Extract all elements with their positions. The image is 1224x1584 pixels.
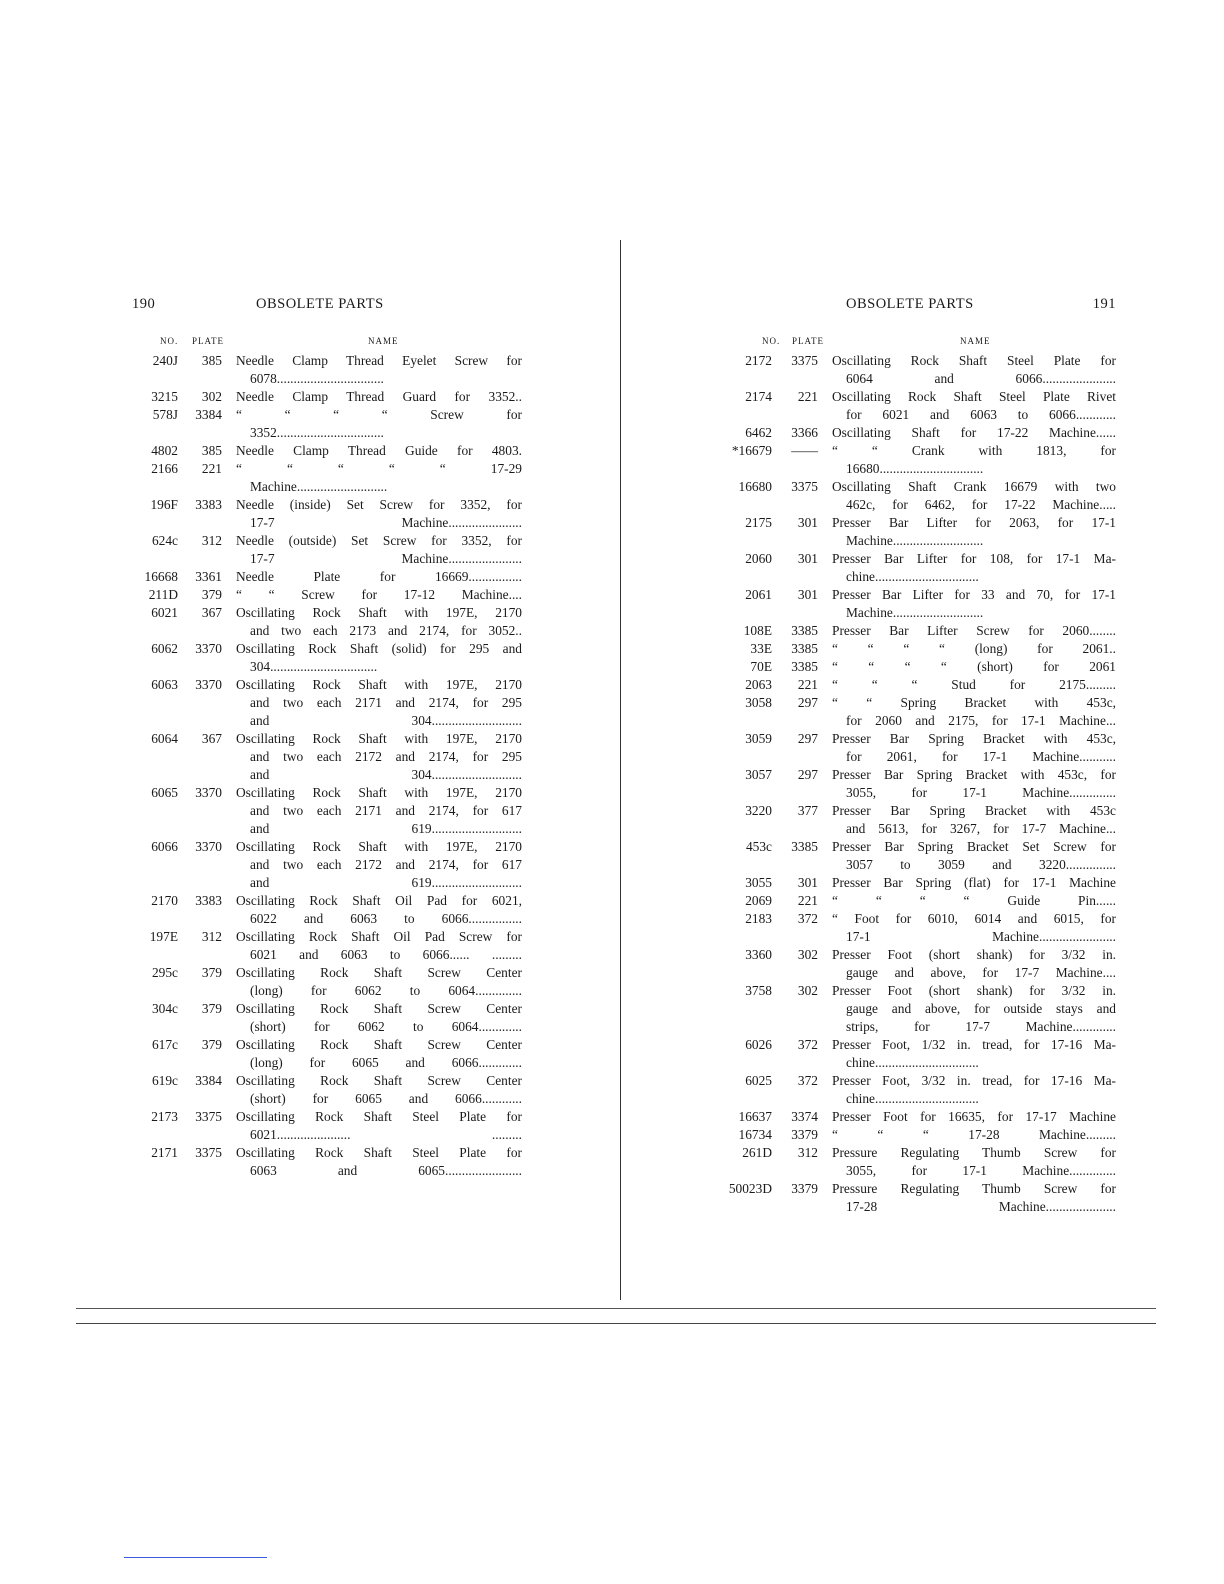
part-entry	[728, 352, 1116, 388]
part-entry	[132, 964, 522, 1000]
part-number: 108E	[743, 623, 772, 638]
part-number: 624c	[151, 533, 178, 548]
part-name: Presser Foot for 16635, for 17-17 Machine	[832, 1109, 1116, 1124]
plate-number: 372	[797, 1073, 818, 1088]
part-number: 2172	[745, 353, 772, 368]
part-entry	[132, 1108, 522, 1144]
part-entry	[132, 442, 522, 460]
left-page-number: 190	[132, 296, 156, 312]
part-entry	[728, 442, 1116, 478]
part-entry	[728, 514, 1116, 550]
plate-number: 297	[797, 731, 818, 746]
part-entry	[728, 1180, 1116, 1216]
part-number: 295c	[151, 965, 178, 980]
plate-number: 301	[797, 587, 818, 602]
right-running-head	[728, 296, 1116, 320]
part-number: 2174	[745, 389, 772, 404]
part-entry	[132, 460, 522, 496]
part-number: 3058	[745, 695, 772, 710]
part-number: 3057	[745, 767, 772, 782]
right-col-name: NAME	[960, 336, 991, 346]
part-number: 33E	[750, 641, 772, 656]
part-name: Oscillating Rock Shaft with 197E, 2170 and two each 2172 and 2174, for 617 and 619...........................	[236, 839, 522, 890]
left-column-headers	[132, 336, 522, 352]
part-name: Oscillating Rock Shaft Screw Center (short) for 6062 to 6064.............	[236, 1001, 522, 1034]
part-name: Presser Foot, 3/32 in. tread, for 17-16 Ma- chine...............................	[832, 1073, 1116, 1106]
part-name: Pressure Regulating Thumb Screw for 17-28 Machine.....................	[832, 1181, 1116, 1214]
part-entry	[132, 640, 522, 676]
part-name: Presser Bar Spring Bracket with 453c, for 3055, for 17-1 Machine..............	[832, 767, 1116, 800]
plate-number: 3374	[791, 1109, 818, 1124]
part-number: 16734	[738, 1127, 772, 1142]
plate-number: 221	[201, 461, 222, 476]
footer-rule-lower	[76, 1323, 1156, 1324]
part-entry	[728, 1144, 1116, 1180]
plate-number: 372	[797, 911, 818, 926]
page-gutter-line	[620, 240, 621, 1300]
part-name: Needle Clamp Thread Guard for 3352..	[236, 389, 522, 404]
plate-number: 379	[201, 1001, 222, 1016]
part-name: Needle (inside) Set Screw for 3352, for 17-7 Machine......................	[236, 497, 522, 530]
part-name: Oscillating Rock Shaft Oil Pad for 6021, 6022 and 6063 to 6066................	[236, 893, 522, 926]
part-entry	[728, 424, 1116, 442]
part-number: 16668	[144, 569, 178, 584]
part-number: 196F	[150, 497, 178, 512]
plate-number: 379	[201, 965, 222, 980]
part-name: Presser Bar Spring (flat) for 17-1 Machine	[832, 875, 1116, 890]
left-parts-list	[132, 352, 522, 1180]
part-entry	[728, 1036, 1116, 1072]
plate-number: 379	[201, 1037, 222, 1052]
part-number: 453c	[745, 839, 772, 854]
plate-number: 3370	[195, 677, 222, 692]
part-number: 619c	[151, 1073, 178, 1088]
part-entry	[728, 478, 1116, 514]
part-name: “ “ “ 17-28 Machine.........	[832, 1127, 1116, 1142]
right-page-number: 191	[1092, 296, 1116, 312]
part-name: Presser Foot (short shank) for 3/32 in. gauge and above, for 17-7 Machine....	[832, 947, 1116, 980]
part-entry	[132, 838, 522, 892]
part-number: 240J	[152, 353, 178, 368]
part-entry	[132, 352, 522, 388]
right-page-title: OBSOLETE PARTS	[846, 296, 974, 312]
part-number: 304c	[151, 1001, 178, 1016]
part-number: 2061	[745, 587, 772, 602]
plate-number: 3370	[195, 785, 222, 800]
plate-number: 3366	[791, 425, 818, 440]
part-entry	[728, 676, 1116, 694]
left-page-title: OBSOLETE PARTS	[256, 296, 384, 312]
right-page	[728, 296, 1116, 1216]
part-name: Oscillating Rock Shaft Steel Plate for 6064 and 6066......................	[832, 353, 1116, 386]
plate-number: 377	[797, 803, 818, 818]
left-col-no: NO.	[160, 336, 179, 346]
part-entry	[132, 928, 522, 964]
part-number: 3055	[745, 875, 772, 890]
part-name: Oscillating Rock Shaft Screw Center (short) for 6065 and 6066............	[236, 1073, 522, 1106]
part-number: 211D	[148, 587, 178, 602]
plate-number: 3370	[195, 839, 222, 854]
plate-number: 312	[797, 1145, 818, 1160]
part-number: 6021	[151, 605, 178, 620]
part-number: 6063	[151, 677, 178, 692]
plate-number: ——	[791, 443, 818, 458]
part-entry	[728, 1072, 1116, 1108]
part-entry	[728, 1126, 1116, 1144]
part-name: Needle Clamp Thread Guide for 4803.	[236, 443, 522, 458]
plate-number: 3375	[195, 1109, 222, 1124]
part-entry	[728, 1108, 1116, 1126]
right-column-headers	[728, 336, 1116, 352]
part-name: Oscillating Rock Shaft Oil Pad Screw for 6021 and 6063 to 6066...... .........	[236, 929, 522, 962]
plate-number: 221	[797, 893, 818, 908]
plate-number: 367	[201, 605, 222, 620]
blue-underline-mark	[124, 1557, 267, 1558]
part-number: 2170	[151, 893, 178, 908]
part-name: Needle Clamp Thread Eyelet Screw for 6078................................	[236, 353, 522, 386]
part-name: Presser Bar Lifter for 2063, for 17-1 Machine...........................	[832, 515, 1116, 548]
left-col-name: NAME	[368, 336, 399, 346]
right-col-plate: PLATE	[792, 336, 824, 346]
part-name: Oscillating Rock Shaft with 197E, 2170 and two each 2173 and 2174, for 3052..	[236, 605, 522, 638]
part-entry	[132, 496, 522, 532]
part-entry	[728, 388, 1116, 424]
part-number: 2166	[151, 461, 178, 476]
part-entry	[728, 730, 1116, 766]
part-name: Presser Bar Lifter for 33 and 70, for 17-1 Machine...........................	[832, 587, 1116, 620]
right-parts-list	[728, 352, 1116, 1216]
plate-number: 301	[797, 515, 818, 530]
part-number: 578J	[152, 407, 178, 422]
part-number: 2171	[151, 1145, 178, 1160]
part-entry	[132, 568, 522, 586]
part-entry	[132, 1036, 522, 1072]
plate-number: 301	[797, 551, 818, 566]
part-name: Presser Bar Spring Bracket Set Screw for 3057 to 3059 and 3220...............	[832, 839, 1116, 872]
part-number: 6064	[151, 731, 178, 746]
part-entry	[728, 892, 1116, 910]
plate-number: 385	[201, 443, 222, 458]
part-name: Presser Foot, 1/32 in. tread, for 17-16 Ma- chine...............................	[832, 1037, 1116, 1070]
part-name: “ Foot for 6010, 6014 and 6015, for 17-1 Machine.......................	[832, 911, 1116, 944]
part-number: 3220	[745, 803, 772, 818]
part-name: “ “ Crank with 1813, for 16680...............................	[832, 443, 1116, 476]
plate-number: 367	[201, 731, 222, 746]
plate-number: 3385	[791, 641, 818, 656]
part-name: “ “ “ “ Guide Pin......	[832, 893, 1116, 908]
part-name: Oscillating Rock Shaft Steel Plate for 6021...................... .........	[236, 1109, 522, 1142]
part-name: Oscillating Rock Shaft with 197E, 2170 and two each 2171 and 2174, for 617 and 619...........................	[236, 785, 522, 836]
part-number: 2173	[151, 1109, 178, 1124]
plate-number: 3385	[791, 839, 818, 854]
part-number: 3360	[745, 947, 772, 962]
part-entry	[728, 640, 1116, 658]
part-name: Pressure Regulating Thumb Screw for 3055, for 17-1 Machine..............	[832, 1145, 1116, 1178]
part-entry	[132, 676, 522, 730]
part-name: “ “ “ “ “ 17-29 Machine...........................	[236, 461, 522, 494]
part-name: Oscillating Rock Shaft with 197E, 2170 and two each 2172 and 2174, for 295 and 304...........................	[236, 731, 522, 782]
part-name: Oscillating Rock Shaft Steel Plate for 6063 and 6065.......................	[236, 1145, 522, 1178]
part-number: 3059	[745, 731, 772, 746]
part-number: 16637	[738, 1109, 772, 1124]
plate-number: 221	[797, 389, 818, 404]
part-number: 6065	[151, 785, 178, 800]
part-entry	[728, 982, 1116, 1036]
part-name: “ “ “ Stud for 2175.........	[832, 677, 1116, 692]
plate-number: 3379	[791, 1127, 818, 1142]
part-entry	[728, 694, 1116, 730]
part-name: Oscillating Rock Shaft (solid) for 295 and 304................................	[236, 641, 522, 674]
part-name: Presser Bar Lifter for 108, for 17-1 Ma- chine...............................	[832, 551, 1116, 584]
plate-number: 297	[797, 767, 818, 782]
part-name: Oscillating Rock Shaft Screw Center (long) for 6065 and 6066.............	[236, 1037, 522, 1070]
part-name: Presser Foot (short shank) for 3/32 in. gauge and above, for outside stays and strips, for 17-7 Machine.............	[832, 983, 1116, 1034]
part-number: *16679	[731, 443, 772, 458]
plate-number: 372	[797, 1037, 818, 1052]
part-number: 261D	[742, 1145, 772, 1160]
plate-number: 3375	[791, 479, 818, 494]
part-number: 2069	[745, 893, 772, 908]
part-name: Oscillating Shaft for 17-22 Machine......	[832, 425, 1116, 440]
part-entry	[728, 946, 1116, 982]
part-number: 617c	[151, 1037, 178, 1052]
part-entry	[132, 532, 522, 568]
part-name: Oscillating Shaft Crank 16679 with two 462c, for 6462, for 17-22 Machine.....	[832, 479, 1116, 512]
part-entry	[132, 1000, 522, 1036]
plate-number: 312	[201, 929, 222, 944]
part-entry	[132, 406, 522, 442]
part-number: 50023D	[728, 1181, 772, 1196]
part-number: 6066	[151, 839, 178, 854]
part-number: 197E	[149, 929, 178, 944]
part-name: “ “ “ “ Screw for 3352................................	[236, 407, 522, 440]
part-entry	[728, 622, 1116, 640]
plate-number: 221	[797, 677, 818, 692]
part-entry	[132, 730, 522, 784]
part-entry	[728, 766, 1116, 802]
plate-number: 3385	[791, 623, 818, 638]
part-name: “ “ Spring Bracket with 453c, for 2060 and 2175, for 17-1 Machine...	[832, 695, 1116, 728]
part-name: Needle (outside) Set Screw for 3352, for 17-7 Machine......................	[236, 533, 522, 566]
plate-number: 297	[797, 695, 818, 710]
plate-number: 3385	[791, 659, 818, 674]
part-name: Oscillating Rock Shaft with 197E, 2170 and two each 2171 and 2174, for 295 and 304...........................	[236, 677, 522, 728]
part-number: 6026	[745, 1037, 772, 1052]
part-entry	[728, 658, 1116, 676]
right-col-no: NO.	[762, 336, 781, 346]
part-entry	[728, 802, 1116, 838]
plate-number: 302	[797, 947, 818, 962]
part-number: 2175	[745, 515, 772, 530]
part-entry	[728, 910, 1116, 946]
part-entry	[132, 586, 522, 604]
part-entry	[132, 388, 522, 406]
plate-number: 3383	[195, 893, 222, 908]
part-name: “ “ “ “ (short) for 2061	[832, 659, 1116, 674]
part-name: “ “ Screw for 17-12 Machine....	[236, 587, 522, 602]
part-entry	[728, 838, 1116, 874]
part-entry	[132, 1072, 522, 1108]
footer-rule-upper	[76, 1308, 1156, 1309]
plate-number: 385	[201, 353, 222, 368]
part-name: “ “ “ “ (long) for 2061..	[832, 641, 1116, 656]
plate-number: 3375	[195, 1145, 222, 1160]
plate-number: 3361	[195, 569, 222, 584]
plate-number: 3384	[195, 407, 222, 422]
plate-number: 3384	[195, 1073, 222, 1088]
part-number: 2183	[745, 911, 772, 926]
part-number: 16680	[738, 479, 772, 494]
plate-number: 302	[201, 389, 222, 404]
part-number: 6462	[745, 425, 772, 440]
plate-number: 302	[797, 983, 818, 998]
part-entry	[728, 586, 1116, 622]
part-number: 3215	[151, 389, 178, 404]
part-number: 70E	[750, 659, 772, 674]
part-entry	[132, 784, 522, 838]
part-entry	[132, 892, 522, 928]
part-entry	[728, 550, 1116, 586]
plate-number: 3383	[195, 497, 222, 512]
part-entry	[132, 604, 522, 640]
part-number: 2063	[745, 677, 772, 692]
part-number: 6062	[151, 641, 178, 656]
part-name: Presser Bar Spring Bracket with 453c and 5613, for 3267, for 17-7 Machine...	[832, 803, 1116, 836]
plate-number: 312	[201, 533, 222, 548]
part-name: Oscillating Rock Shaft Screw Center (long) for 6062 to 6064..............	[236, 965, 522, 998]
part-entry	[728, 874, 1116, 892]
left-running-head	[132, 296, 522, 320]
part-name: Presser Bar Lifter Screw for 2060........	[832, 623, 1116, 638]
left-col-plate: PLATE	[192, 336, 224, 346]
plate-number: 3379	[791, 1181, 818, 1196]
part-number: 4802	[151, 443, 178, 458]
part-name: Oscillating Rock Shaft Steel Plate Rivet for 6021 and 6063 to 6066............	[832, 389, 1116, 422]
plate-number: 3370	[195, 641, 222, 656]
part-name: Needle Plate for 16669................	[236, 569, 522, 584]
left-page	[132, 296, 522, 1180]
part-entry	[132, 1144, 522, 1180]
plate-number: 379	[201, 587, 222, 602]
plate-number: 301	[797, 875, 818, 890]
part-name: Presser Bar Spring Bracket with 453c, for 2061, for 17-1 Machine...........	[832, 731, 1116, 764]
part-number: 2060	[745, 551, 772, 566]
part-number: 6025	[745, 1073, 772, 1088]
part-number: 3758	[745, 983, 772, 998]
plate-number: 3375	[791, 353, 818, 368]
